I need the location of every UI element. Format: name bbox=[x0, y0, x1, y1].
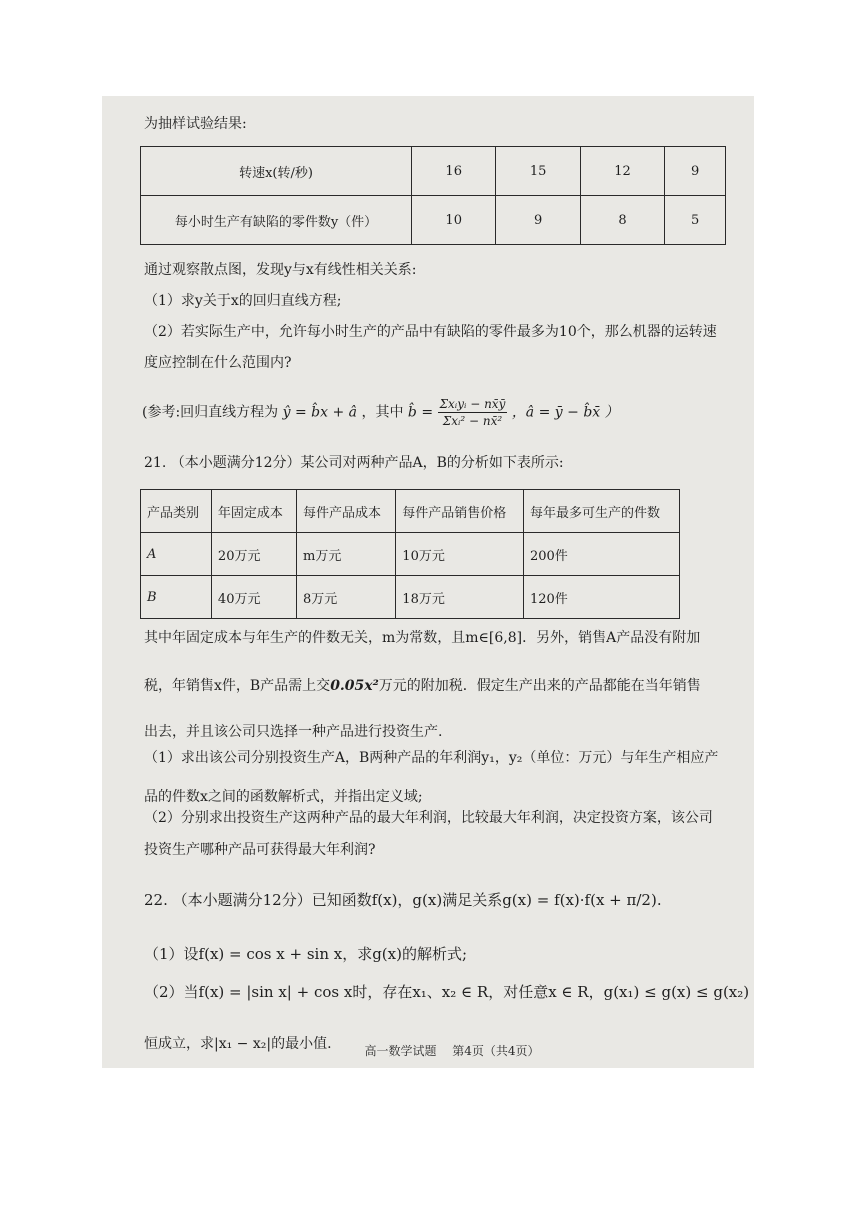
table-cell: 8万元 bbox=[297, 576, 396, 619]
table-cell: B bbox=[141, 576, 212, 619]
q22-title: 22. （本小题满分12分）已知函数f(x)，g(x)满足关系g(x) = f(x)·f(x + π/2). bbox=[144, 891, 662, 909]
table-cell: 120件 bbox=[523, 576, 679, 619]
ref-prefix: (参考:回归直线方程为 bbox=[142, 404, 279, 421]
page-footer bbox=[252, 1042, 652, 1059]
product-analysis-table bbox=[140, 489, 680, 619]
q20-part1: （1）求y关于x的回归直线方程; bbox=[144, 293, 342, 309]
table-row bbox=[141, 196, 726, 245]
table-cell: 200件 bbox=[523, 533, 679, 576]
q22-part1: （1）设f(x) = cos x + sin x，求g(x)的解析式; bbox=[144, 945, 468, 963]
table-cell: 40万元 bbox=[211, 576, 296, 619]
table-header-cell: 每件产品销售价格 bbox=[396, 490, 524, 533]
table-header-cell: 转速x(转/秒) bbox=[141, 147, 412, 196]
q21-line2-a: 税，年销售x件，B产品需上交 bbox=[144, 678, 331, 694]
table-cell: 15 bbox=[496, 147, 580, 196]
q21-part2-line2: 投资生产哪种产品可获得最大年利润? bbox=[144, 842, 376, 858]
table-row bbox=[141, 147, 726, 196]
table-cell: 20万元 bbox=[211, 533, 296, 576]
table-cell: 10 bbox=[412, 196, 496, 245]
q20-observe: 通过观察散点图，发现y与x有线性相关关系: bbox=[144, 262, 417, 278]
data-table-speed-defects bbox=[140, 146, 726, 245]
q20-part2-line2: 度应控制在什么范围内? bbox=[144, 355, 292, 371]
table-row bbox=[141, 490, 680, 533]
q21-line3: 出去，并且该公司只选择一种产品进行投资生产. bbox=[144, 724, 443, 740]
table-cell: A bbox=[141, 533, 212, 576]
table-header-cell: 产品类别 bbox=[141, 490, 212, 533]
table-cell: 9 bbox=[496, 196, 580, 245]
table-header-cell: 年固定成本 bbox=[211, 490, 296, 533]
table-cell: m万元 bbox=[297, 533, 396, 576]
table-cell: 8 bbox=[580, 196, 664, 245]
q21-part1-line2: 品的件数x之间的函数解析式，并指出定义域; bbox=[144, 789, 423, 805]
q21-line1: 其中年固定成本与年生产的件数无关，m为常数，且m∈[6,8]．另外，销售A产品没有附加 bbox=[144, 630, 701, 646]
q22-part2-line1: （2）当f(x) = |sin x| + cos x时，存在x₁、x₂ ∈ R，对任意x ∈ R，g(x₁) ≤ g(x) ≤ g(x₂) bbox=[144, 983, 750, 1001]
table-row bbox=[141, 576, 680, 619]
table-header-cell: 每年最多可生产的件数 bbox=[523, 490, 679, 533]
q21-title: 21. （本小题满分12分）某公司对两种产品A，B的分析如下表所示: bbox=[144, 455, 564, 471]
table-cell: 16 bbox=[412, 147, 496, 196]
q20-reference-formula bbox=[142, 396, 619, 429]
table-header-cell: 每件产品成本 bbox=[297, 490, 396, 533]
ref-b-numerator: Σxᵢyᵢ − nx̄ȳ bbox=[439, 397, 506, 411]
q21-tax-expression: 0.05x² bbox=[330, 678, 379, 694]
q22-part2-line2: 恒成立，求|x₁ − x₂|的最小值. bbox=[144, 1036, 332, 1052]
table-cell: 12 bbox=[580, 147, 664, 196]
ref-b-label: b̂ = bbox=[407, 404, 434, 421]
q21-part1-line1: （1）求出该公司分别投资生产A，B两种产品的年利润y₁，y₂（单位：万元）与年生产相应产 bbox=[144, 750, 719, 766]
table-cell: 5 bbox=[665, 196, 726, 245]
q21-part2-line1: （2）分别求出投资生产这两种产品的最大年利润，比较最大年利润，决定投资方案，该公司 bbox=[144, 810, 713, 826]
q20-part2-line1: （2）若实际生产中，允许每小时生产的产品中有缺陷的零件最多为10个，那么机器的运转速 bbox=[144, 324, 717, 340]
ref-b-fraction bbox=[438, 396, 508, 429]
exam-page bbox=[102, 96, 754, 1068]
q21-line2-c: 万元的附加税．假定生产出来的产品都能在当年销售 bbox=[378, 678, 701, 694]
table-cell: 18万元 bbox=[396, 576, 524, 619]
footer-page-number: 第4页（共4页） bbox=[452, 1044, 540, 1058]
table-row bbox=[141, 533, 680, 576]
footer-subject: 高一数学试题 bbox=[364, 1044, 437, 1058]
ref-mid: ，其中 bbox=[361, 404, 404, 421]
table-cell: 9 bbox=[665, 147, 726, 196]
table-header-cell: 每小时生产有缺陷的零件数y（件） bbox=[141, 196, 412, 245]
intro-text: 为抽样试验结果: bbox=[144, 116, 247, 132]
q21-line2 bbox=[144, 676, 701, 696]
table-cell: 10万元 bbox=[396, 533, 524, 576]
ref-a-eq: ，â = ȳ − b̂x̄ ） bbox=[511, 404, 619, 421]
ref-b-denominator: Σxᵢ² − nx̄² bbox=[442, 414, 503, 428]
ref-regression-eq: ŷ = b̂x + â bbox=[282, 404, 358, 421]
